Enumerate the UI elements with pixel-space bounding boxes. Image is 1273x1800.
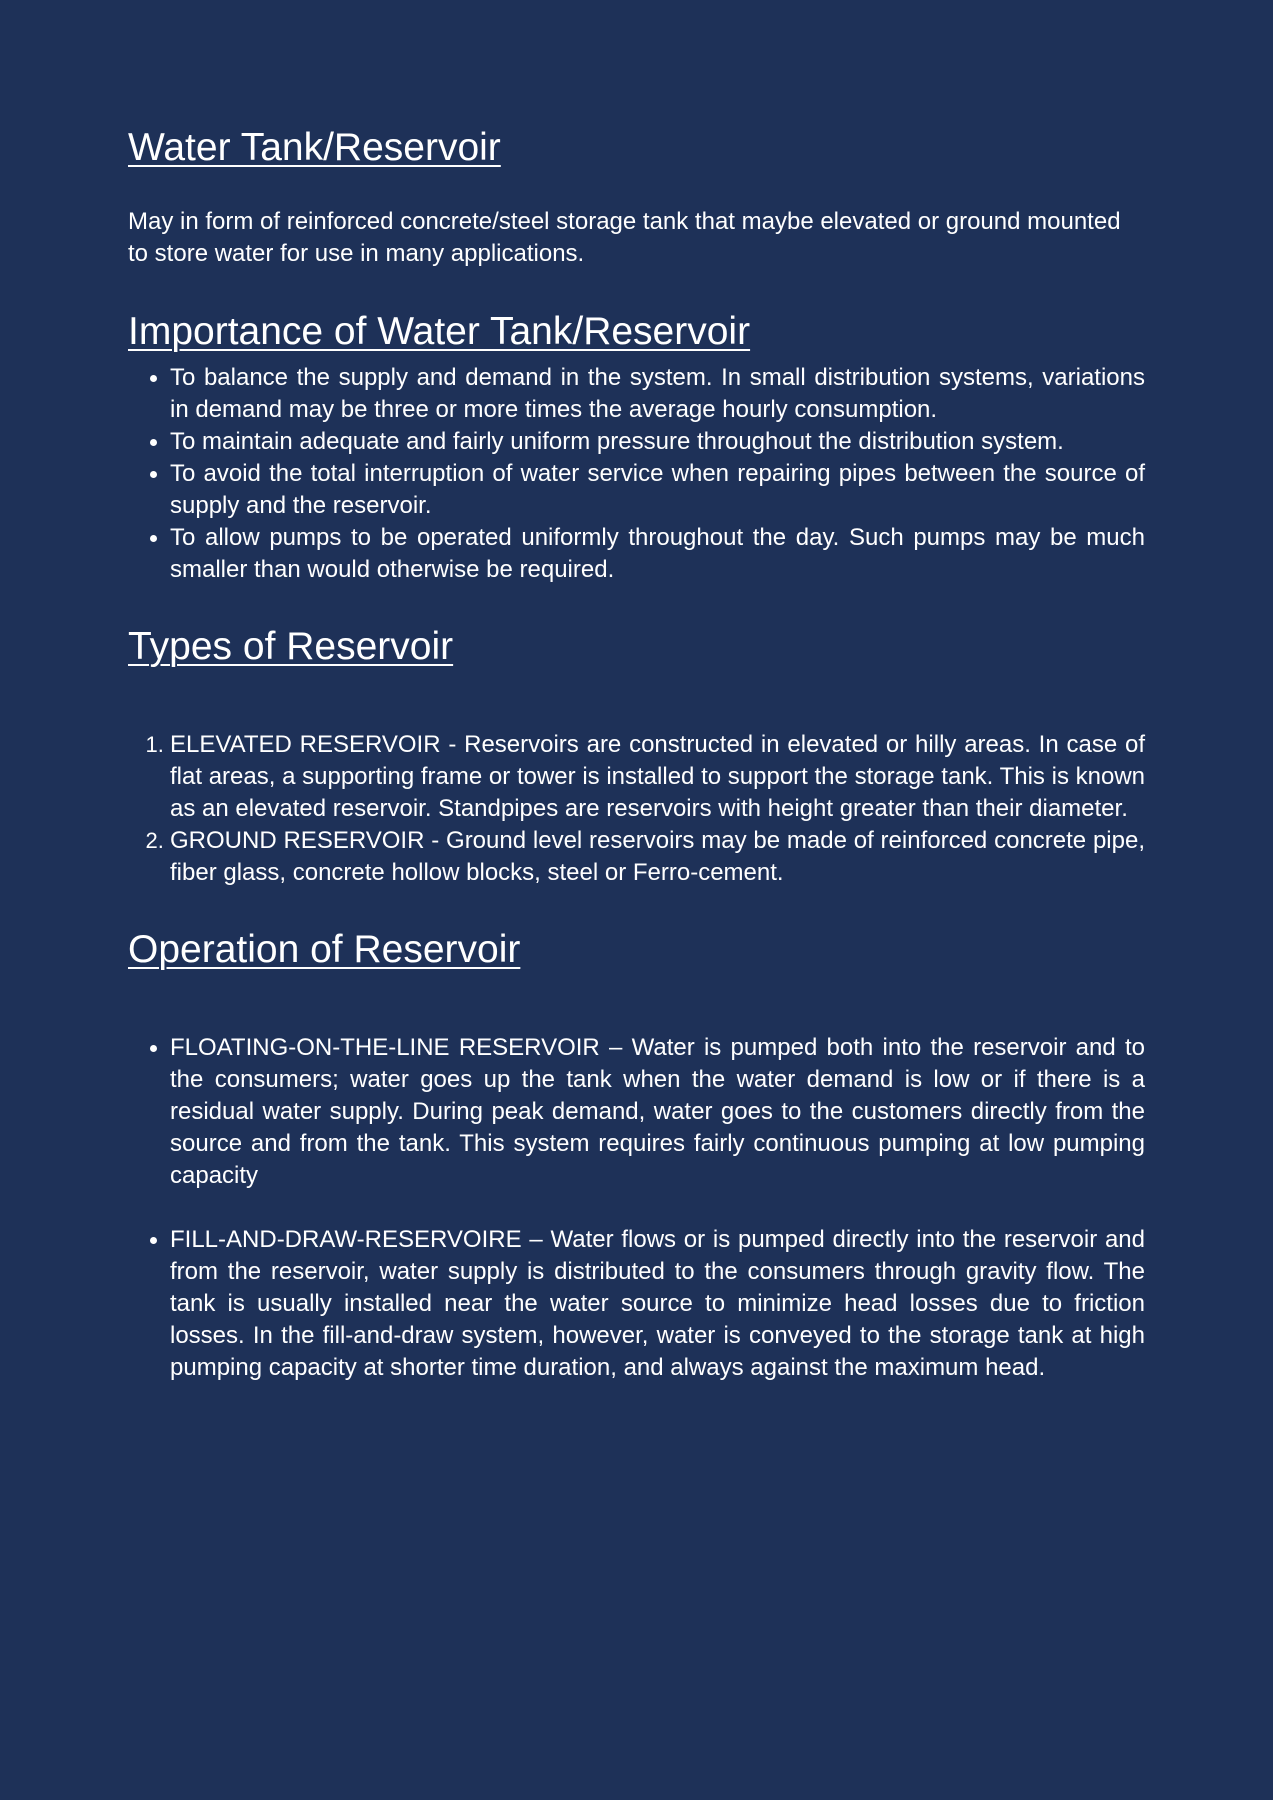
heading-water-tank-reservoir: Water Tank/Reservoir xyxy=(128,126,501,169)
list-item: 1. ELEVATED RESERVOIR - Reservoirs are constructed in elevated or hilly areas. In case of flat areas, a supporting frame or tower is installed to support the storage tank. This is known as an elevated reservoir. Standpipes are reservoirs with height greater than their diameter. xyxy=(170,729,1145,825)
types-list xyxy=(128,729,1145,889)
list-item: • To maintain adequate and fairly uniform pressure throughout the distribution system. xyxy=(170,426,1145,458)
importance-list xyxy=(128,362,1145,586)
list-item: 2. GROUND RESERVOIR - Ground level reservoirs may be made of reinforced concrete pipe, fiber glass, concrete hollow blocks, steel or Ferro-cement. xyxy=(170,825,1145,889)
heading-operation-of-reservoir: Operation of Reservoir xyxy=(128,928,521,971)
list-item: • To balance the supply and demand in the system. In small distribution systems, variations in demand may be three or more times the average hourly consumption. xyxy=(170,362,1145,426)
intro-paragraph: May in form of reinforced concrete/steel storage tank that maybe elevated or ground mounted to store water for use in many applications. xyxy=(128,208,1121,267)
heading-importance: Importance of Water Tank/Reservoir xyxy=(128,310,751,353)
operation-list xyxy=(128,1032,1145,1384)
list-item: • FILL-AND-DRAW-RESERVOIRE – Water flows or is pumped directly into the reservoir and from the reservoir, water supply is distributed to the consumers through gravity flow. The tank is usually installed near the water source to minimize head losses due to friction losses. In the fill-and-draw system, however, water is conveyed to the storage tank at high pumping capacity at shorter time duration, and always against the maximum head. xyxy=(170,1224,1145,1384)
list-item: • To allow pumps to be operated uniformly throughout the day. Such pumps may be much smaller than would otherwise be required. xyxy=(170,522,1145,586)
heading-types-of-reservoir: Types of Reservoir xyxy=(128,625,454,668)
list-item: • To avoid the total interruption of water service when repairing pipes between the source of supply and the reservoir. xyxy=(170,458,1145,522)
list-item: • FLOATING-ON-THE-LINE RESERVOIR – Water is pumped both into the reservoir and to the consumers; water goes up the tank when the water demand is low or if there is a residual water supply. During peak demand, water goes to the customers directly from the source and from the tank. This system requires fairly continuous pumping at low pumping capacity xyxy=(170,1032,1145,1192)
